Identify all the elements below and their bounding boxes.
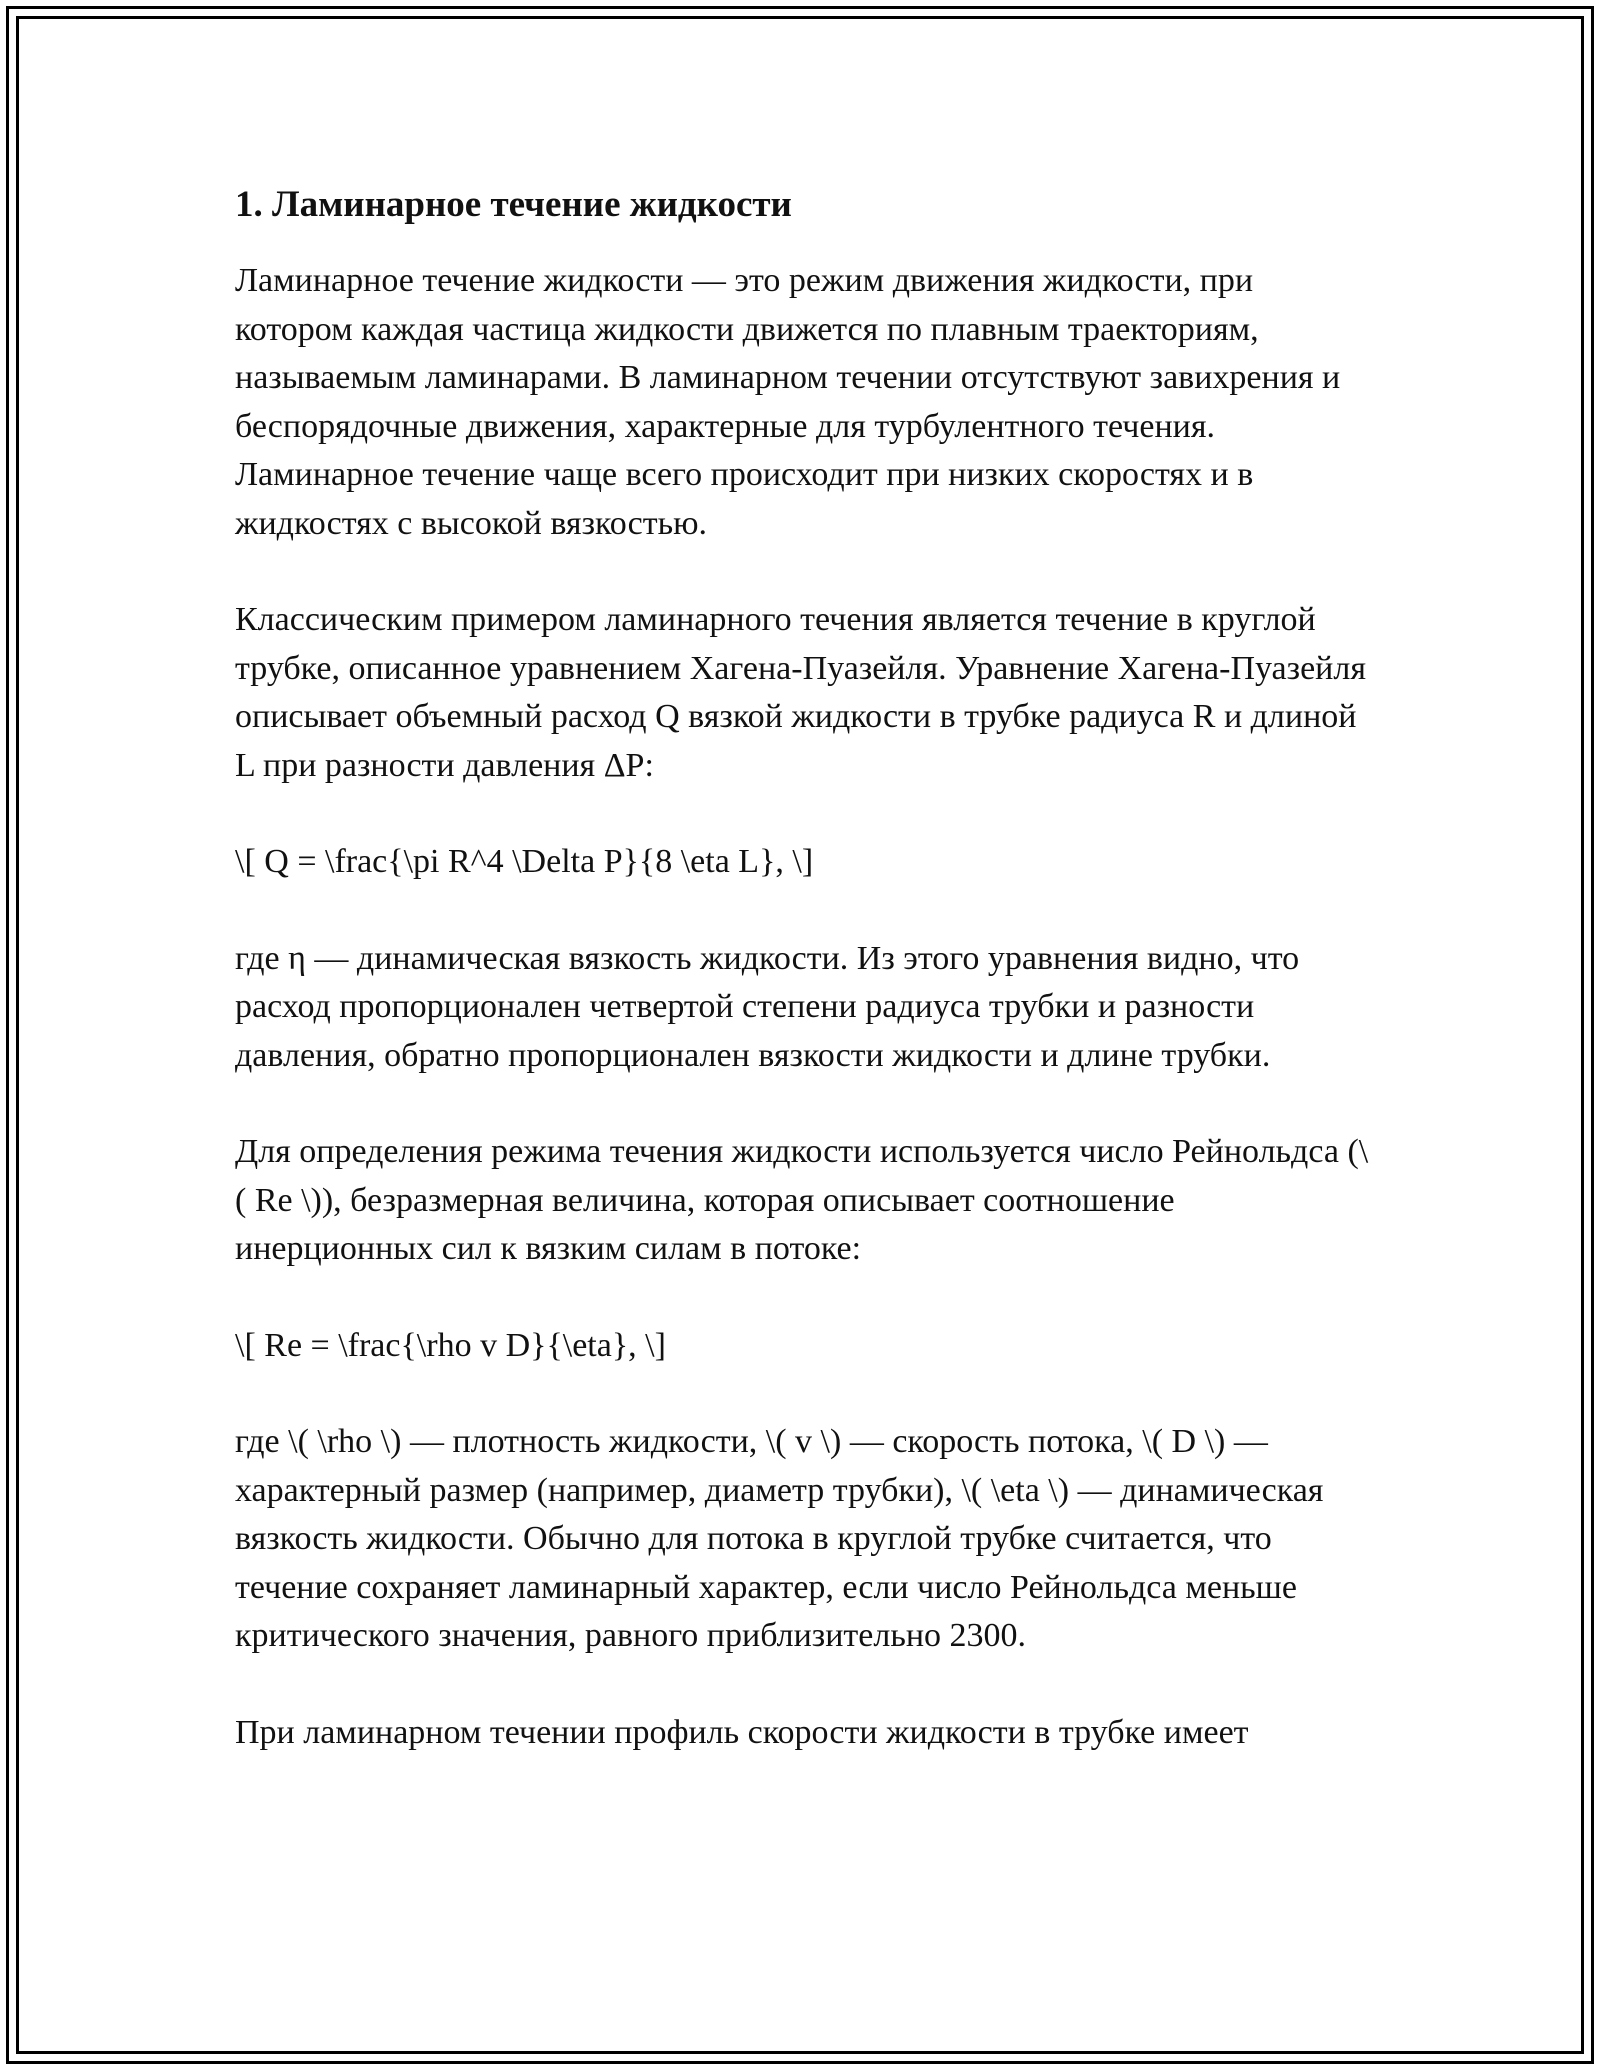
document-body (235, 183, 1375, 1805)
formula-poiseuille: \[ Q = \frac{\pi R^4 \Delta P}{8 \eta L}, \] (235, 843, 814, 880)
paragraph-velocity-profile: При ламинарном течении профиль скорости жидкости в трубке имеет (235, 1713, 1249, 1751)
paragraph-viscosity: где η — динамическая вязкость жидкости. Из этого уравнения видно, что расход пропорционален четвертой степени радиуса трубки и разности давления, обратно пропорционален вязкости жидкости и длине трубки. (235, 939, 1300, 1074)
formula-reynolds: \[ Re = \frac{\rho v D}{\eta}, \] (235, 1326, 666, 1364)
paragraph-poiseuille: Классическим примером ламинарного течения является течение в круглой трубке, описанное уравнением Хагена-Пуазейля. Уравнение Хагена-Пуазейля описывает объемный расход Q вязкой жидкости в трубке радиуса R и длиной L при разности давления ΔP: (235, 601, 1366, 784)
paragraph-intro: Ламинарное течение жидкости — это режим движения жидкости, при котором каждая частица жидкости движется по плавным траекториям, называемым ламинарами. В ламинарном течении отсутствуют завихрения и беспорядочные движения, характерные для турбулентного течения. Ламинарное течение чаще всего происходит при низких скоростях и в жидкостях с высокой вязкостью. (235, 262, 1341, 542)
paragraph-reynolds: Для определения режима течения жидкости используется число Рейнольдса (\( Re \)), безразмерная величина, которая описывает соотношение инерционных сил к вязким силам в потоке: (235, 1133, 1369, 1267)
paragraph-reynolds-terms: где \( \rho \) — плотность жидкости, \( v \) — скорость потока, \( D \) — характерный размер (например, диаметр трубки), \( \eta \) — динамическая вязкость жидкости. Обычно для потока в круглой трубке считается, что течение сохраняет ламинарный характер, если число Рейнольдса меньше критического значения, равного приблизительно 2300. (235, 1423, 1324, 1654)
section-heading: 1. Ламинарное течение жидкости (235, 184, 792, 225)
